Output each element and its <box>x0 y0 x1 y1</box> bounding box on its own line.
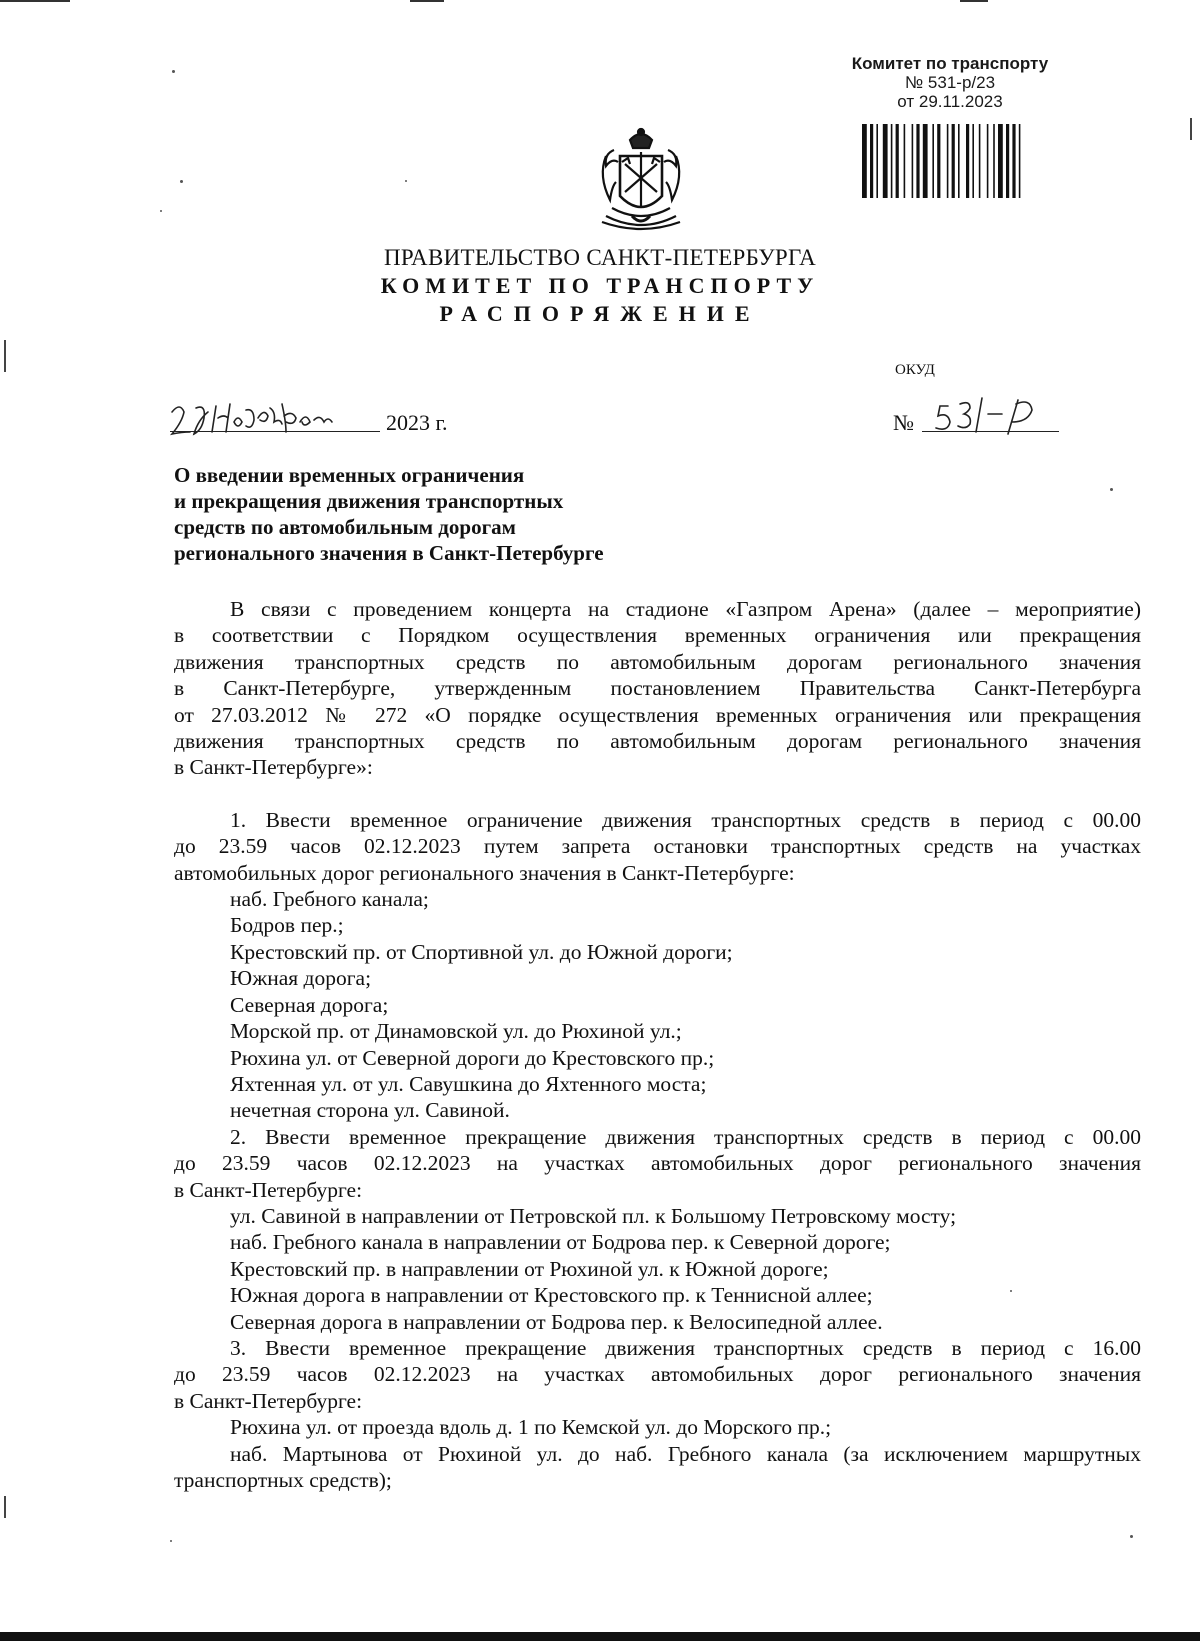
scan-speck <box>1010 1290 1012 1292</box>
preamble-line: в Санкт-Петербурге»: <box>174 755 373 780</box>
scan-edge-mark <box>4 1496 6 1518</box>
item3-line: 3. Ввести временное прекращение движения транспортных средств в период с 16.00 <box>230 1335 1141 1360</box>
scan-speck <box>160 210 162 212</box>
scan-speck <box>180 180 183 183</box>
road-list-item: Южная дорога; <box>230 966 372 991</box>
stamp-date: от 29.11.2023 <box>897 92 1003 111</box>
title-line: и прекращения движения транспортных <box>174 489 564 513</box>
title-line: О введении временных ограничения <box>174 463 525 487</box>
item3-line: в Санкт-Петербурге: <box>174 1388 363 1413</box>
item1-line: 1. Ввести временное ограничение движения транспортных средств в период с 00.00 <box>230 807 1141 832</box>
road-list-item: Бодров пер.; <box>230 913 344 938</box>
number-sign: № <box>893 410 914 435</box>
road-list-item: Северная дорога в направлении от Бодрова пер. к Велосипедной аллее. <box>230 1309 883 1334</box>
scan-edge-mark <box>1190 118 1192 140</box>
road-list-item: транспортных средств); <box>174 1468 392 1492</box>
document-type: РАСПОРЯЖЕНИЕ <box>439 301 761 326</box>
road-list-item: Морской пр. от Динамовской ул. до Рюхиной ул.; <box>230 1019 682 1044</box>
number-underline <box>922 431 1059 432</box>
item2-line: в Санкт-Петербурге: <box>174 1177 363 1202</box>
date-year: 2023 г. <box>386 410 448 435</box>
date-underline <box>170 431 380 432</box>
preamble-line: В связи с проведением концерта на стадионе «Газпром Арена» (далее – мероприятие) <box>230 597 1141 621</box>
registration-stamp <box>815 54 1085 111</box>
item1-line: до 23.59 часов 02.12.2023 путем запрета остановки транспортных средств на участках <box>174 834 1141 859</box>
preamble-line: в Санкт-Петербурге, утвержденным постановлением Правительства Санкт-Петербурга <box>174 676 1141 701</box>
road-list-item: Северная дорога; <box>230 992 389 1017</box>
barcode-bar <box>912 124 914 198</box>
road-list-item: Рюхина ул. от Северной дороги до Крестовского пр.; <box>230 1045 715 1070</box>
barcode-bar <box>937 124 940 198</box>
road-list-item: Южная дорога в направлении от Крестовского пр. к Теннисной аллее; <box>230 1283 873 1308</box>
preamble-line: движения транспортных средств по автомобильным дорогам регионального значения <box>174 649 1141 674</box>
road-list-item: наб. Гребного канала; <box>230 887 429 912</box>
road-list-item: нечетная сторона ул. Савиной. <box>230 1098 510 1123</box>
barcode-bar <box>947 124 949 198</box>
document-title <box>174 462 604 566</box>
barcode-bar <box>1012 124 1015 198</box>
scan-speck <box>1110 488 1113 491</box>
road-list-item: наб. Мартынова от Рюхиной ул. до наб. Гребного канала (за исключением маршрутных <box>230 1441 1141 1466</box>
road-list-item: Рюхина ул. от проезда вдоль д. 1 по Кемской ул. до Морского пр.; <box>230 1415 832 1440</box>
barcode-bar <box>932 124 934 198</box>
scan-edge-line <box>410 0 444 2</box>
barcode-bar <box>870 124 873 198</box>
scan-edge-line <box>960 0 988 2</box>
barcode-bar <box>958 124 960 198</box>
item3-line: до 23.59 часов 02.12.2023 на участках автомобильных дорог регионального значения <box>174 1362 1141 1387</box>
scan-speck <box>170 1540 172 1542</box>
committee-name: КОМИТЕТ ПО ТРАНСПОРТУ <box>380 273 820 298</box>
barcode-bar <box>966 124 969 198</box>
road-list-item: Крестовский пр. от Спортивной ул. до Южной дороги; <box>230 939 733 964</box>
road-list-item: ул. Савиной в направлении от Петровской пл. к Большому Петровскому мосту; <box>230 1203 957 1228</box>
scan-speck <box>1130 1535 1133 1538</box>
barcode-bar <box>993 124 995 198</box>
document-body <box>174 596 1141 1493</box>
coat-of-arms-icon <box>592 126 690 232</box>
barcode-bar <box>1006 124 1009 198</box>
barcode-bar <box>916 124 919 198</box>
stamp-number: № 531-р/23 <box>904 73 996 92</box>
scan-edge-line <box>0 0 70 2</box>
scan-speck <box>405 180 407 182</box>
barcode-bar <box>904 124 906 198</box>
preamble-line: в соответствии с Порядком осуществления временных ограничения или прекращения <box>174 623 1141 648</box>
item2-line: до 23.59 часов 02.12.2023 на участках автомобильных дорог регионального значения <box>174 1151 1141 1176</box>
preamble-line: движения транспортных средств по автомобильным дорогам регионального значения <box>174 729 1141 754</box>
road-list-item: Крестовский пр. в направлении от Рюхиной ул. к Южной дороге; <box>230 1256 829 1281</box>
road-list-item: Яхтенная ул. от ул. Савушкина до Яхтенного моста; <box>230 1071 707 1096</box>
preamble-line: от 27.03.2012 № 272 «О порядке осуществления временных ограничения или прекращения <box>174 702 1141 727</box>
barcode-bar <box>952 124 955 198</box>
scan-bottom-edge <box>0 1632 1200 1641</box>
okud-label: ОКУД <box>895 362 935 378</box>
barcode-bar <box>979 124 981 198</box>
item1-line: автомобильных дорог регионального значения в Санкт-Петербурге: <box>174 860 795 885</box>
stamp-committee: Комитет по транспорту <box>851 54 1049 73</box>
barcode-bar <box>972 124 974 198</box>
scan-edge-mark <box>4 340 6 372</box>
government-name: ПРАВИТЕЛЬСТВО САНКТ-ПЕТЕРБУРГА <box>383 245 817 270</box>
handwritten-number <box>930 392 1060 436</box>
scan-speck <box>172 70 175 73</box>
barcode-bar <box>1019 124 1021 198</box>
barcode-bar <box>923 124 928 198</box>
barcode-bar <box>896 124 899 198</box>
barcode <box>862 124 1058 198</box>
title-line: средств по автомобильным дорогам <box>174 515 516 539</box>
barcode-bar <box>883 124 888 198</box>
item2-line: 2. Ввести временное прекращение движения транспортных средств в период с 00.00 <box>230 1124 1141 1149</box>
road-list-item: наб. Гребного канала в направлении от Бодрова пер. к Северной дороге; <box>230 1230 891 1255</box>
barcode-bar <box>862 124 867 198</box>
barcode-bar <box>998 124 1003 198</box>
title-line: регионального значения в Санкт-Петербурге <box>174 541 604 565</box>
barcode-bar <box>876 124 878 198</box>
barcode-bar <box>891 124 893 198</box>
barcode-bar <box>987 124 989 198</box>
